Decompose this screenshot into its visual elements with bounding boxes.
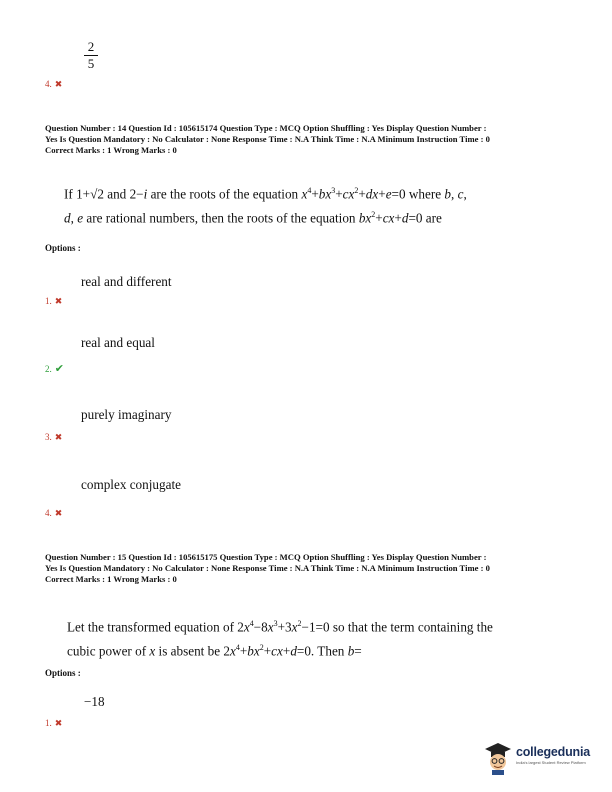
question-14-text: If 1+√2 and 2−i are the roots of the equation $x^4+bx^3+cx^2+dx+e=0$ where b, c, d, e are rational numbers, then the roots of the equation $bx^2+cx+d=0$ are bbox=[64, 186, 467, 226]
option-text: −18 bbox=[84, 694, 105, 709]
option-number: 3. bbox=[45, 432, 52, 442]
option-number: 1. bbox=[45, 296, 52, 306]
cross-icon: ✖ bbox=[54, 296, 63, 306]
meta-line: Question Number : 15 Question Id : 105615175 Question Type : MCQ Option Shuffling : Yes Display Question Number : bbox=[45, 552, 487, 562]
question-15-text: Let the transformed equation of $2x^4-8x^3+3x^2-1=0$ so that the term containing the cubic power of x is absent be $2x^4+bx^2+cx+d=0$. Then b= bbox=[67, 619, 493, 659]
option-number: 1. bbox=[45, 718, 52, 728]
cross-icon: ✖ bbox=[54, 718, 63, 728]
option-2 bbox=[45, 362, 64, 375]
logo-tagline: India's largest Student Review Platform bbox=[516, 760, 586, 765]
option-text: complex conjugate bbox=[81, 477, 181, 492]
option-text: real and different bbox=[81, 274, 172, 289]
option-text: real and equal bbox=[81, 335, 155, 350]
option-number: 2. bbox=[45, 364, 52, 374]
fraction-numerator: 2 bbox=[87, 39, 95, 54]
option-1 bbox=[45, 296, 62, 307]
checkmark-icon: ✔ bbox=[54, 363, 64, 375]
question-14-meta bbox=[45, 123, 585, 156]
logo-name: collegedunia bbox=[516, 745, 591, 759]
option-1 bbox=[45, 718, 62, 729]
fraction-two-fifths bbox=[84, 40, 98, 71]
cross-icon: ✖ bbox=[54, 79, 63, 89]
option-4 bbox=[45, 508, 62, 519]
graduate-mascot-icon bbox=[482, 741, 514, 775]
options-label: Options : bbox=[45, 668, 81, 678]
options-label: Options : bbox=[45, 243, 81, 253]
meta-line: Correct Marks : 1 Wrong Marks : 0 bbox=[45, 574, 177, 584]
cross-icon: ✖ bbox=[54, 508, 63, 518]
meta-line: Yes Is Question Mandatory : No Calculator : None Response Time : N.A Think Time : N.A Minimum Instruction Time : 0 bbox=[45, 563, 490, 573]
option-text: purely imaginary bbox=[81, 407, 172, 422]
option-3 bbox=[45, 432, 62, 443]
question-15-meta bbox=[45, 552, 585, 585]
meta-line: Yes Is Question Mandatory : No Calculator : None Response Time : N.A Think Time : N.A Minimum Instruction Time : 0 bbox=[45, 134, 490, 144]
option-number: 4. bbox=[45, 508, 52, 518]
meta-line: Question Number : 14 Question Id : 105615174 Question Type : MCQ Option Shuffling : Yes Display Question Number : bbox=[45, 123, 487, 133]
fraction-denominator: 5 bbox=[87, 56, 95, 71]
meta-line: Correct Marks : 1 Wrong Marks : 0 bbox=[45, 145, 177, 155]
collegedunia-logo bbox=[482, 740, 592, 776]
cross-icon: ✖ bbox=[54, 432, 63, 442]
option-number: 4. bbox=[45, 79, 52, 89]
prev-option-4 bbox=[45, 79, 62, 90]
